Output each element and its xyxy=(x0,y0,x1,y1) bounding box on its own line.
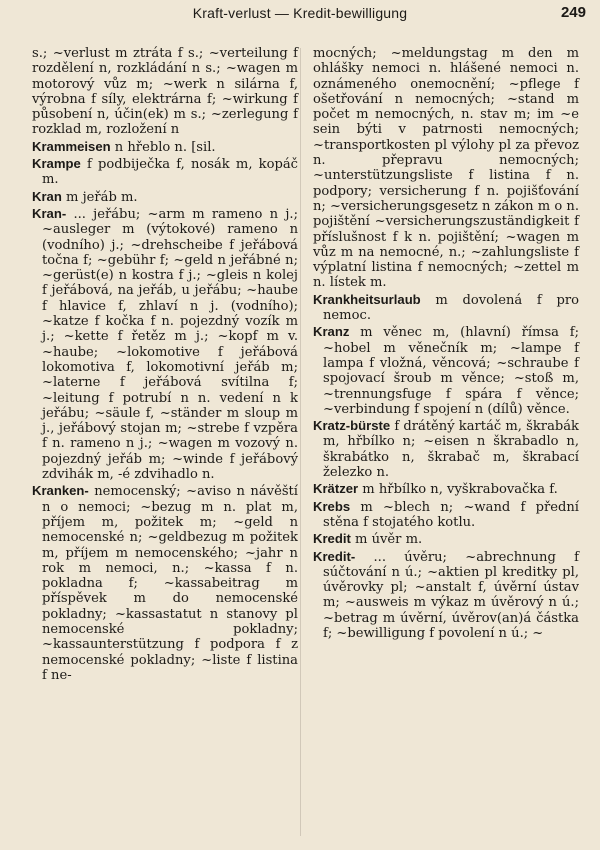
dictionary-entry xyxy=(313,292,579,324)
dictionary-entry xyxy=(32,46,298,138)
entry-headword: Krebs xyxy=(313,498,351,514)
column-divider xyxy=(300,48,301,836)
entry-definition: n hřeblo n. [sil. xyxy=(114,139,216,155)
page-header xyxy=(0,0,600,30)
entry-headword: Kran- xyxy=(32,205,67,221)
dictionary-entry xyxy=(313,531,579,547)
entry-definition: m úvěr m. xyxy=(355,532,423,548)
entry-definition: m dovolená f pro nemoc. xyxy=(323,292,579,324)
dictionary-entry xyxy=(32,189,298,205)
entry-definition: m ~blech n; ~wand f přední stěna f stojatého kotlu. xyxy=(323,499,579,530)
entry-definition: nemocenský; ~aviso n návěští n o nemoci; ~bezug m n. plat m, příjem m, požitek m; ~geld n nemocenské n; ~geldbezug m požitek m, příjem m nemocenského; ~jahr n rok m nemoci, n.; ~kassa f n. pokladna f; ~kassabeitrag m příspěvek m do nemocenské pokladny; ~kassastatut n stanovy pl nemocenské pokladny; ~kassaunterstützung f podpora f z nemocenské pokladny; ~liste f listina f ne- xyxy=(42,484,298,683)
entry-definition: ... jeřábu; ~arm m rameno n j.; ~ausleger m (výtokové) rameno n (vodního) j.; ~drehscheibe f jeřábová točna f; ~gebühr f; ~geld n jeřábné n; ~gerüst(e) n kostra f j.; ~gleis n kolej f jeřábová, na jeřáb, u jeřábu; ~haube f hlavice f, zhlaví n j. (vodního); ~katze f kočka f n. pojezdný vozík m j.; ~kette f řetěz m j.; ~kopf m v. ~haube; ~lokomotive f jeřábová lokomotiva f, lokomotivní jeřáb m; ~laterne f jeřábová svítilna f; ~leitung f potrubí n n. vedení n k jeřábu; ~säule f, ~ständer m sloup m j., jeřábový stojan m; ~strebe f vzpěra f n. rameno n j.; ~wagen m vozový n. pojezdný jeřáb m; ~winde f jeřábový zdvihák m, -é zdvihadlo n. xyxy=(42,206,298,483)
entry-definition: m jeřáb m. xyxy=(66,189,138,205)
entry-definition: ... úvěru; ~abrechnung f súčtování n ú.; ~aktien pl kreditky pl, úvěrovky pl; ~anstalt f, úvěrní ústav m; ~ausweis m výkaz m úvěrový n ú.; ~betrag m úvěrní, úvěrov(an)á částka f; ~bewilligung f povolení n ú.; ~ xyxy=(323,549,579,641)
entry-headword: Krammeisen xyxy=(32,138,111,154)
right-column xyxy=(313,46,579,642)
entry-headword: Kratz-bürste xyxy=(313,418,391,434)
dictionary-entry xyxy=(32,139,298,155)
entry-headword: Kredit xyxy=(313,531,351,547)
left-column xyxy=(32,46,298,684)
dictionary-entry xyxy=(313,499,579,531)
dictionary-entry xyxy=(313,481,579,497)
entry-headword: Krampe xyxy=(32,156,81,172)
entry-definition: m věnec m, (hlavní) římsa f; ~hobel m věnečník m; ~lampe f lampa f vložná, věncová; ~schraube f spojovací šroub m věnce; ~stoß m, ~trennungsfuge f spára f věnce; ~verbindung f spojení n (dílů) věnce. xyxy=(323,325,579,417)
entry-definition: s.; ~verlust m ztráta f s.; ~verteilung f rozdělení n, rozkládání n s.; ~wagen m motorový vůz m; ~werk n silárna f, výrobna f síly, elektrárna f; ~wirkung f působení n, účin(ek) m s.; ~zerlegung f rozklad m, rozložení n xyxy=(32,46,298,138)
entry-headword: Kranz xyxy=(313,324,350,340)
dictionary-entry xyxy=(313,418,579,480)
entry-headword: Kranken- xyxy=(32,483,89,499)
dictionary-entry xyxy=(32,206,298,482)
entry-headword: Krätzer xyxy=(313,481,359,497)
running-head: Kraft-verlust — Kredit-bewilligung xyxy=(192,5,408,21)
dictionary-entry xyxy=(313,324,579,417)
entry-definition: mocných; ~meldungstag m den m ohlášky nemoci n. hlášené nemoci n. oznámeného onemocnění; ~pflege f ošetřování n nemocných; ~stand m počet m nemocných, n. stav m; im ~e sein býti v patrnosti nemocných; ~transportkosten pl výlohy pl za převoz n. přepravu nemocných; ~unterstützungsliste f listina f n. podpory; versicherung f n. pojišťování n; ~versicherungsgesetz n zákon m o n. pojištění ~versicherungszuständigkeit f příslušnost f k n. pojištění; ~wagen m vůz m na nemocné, n.; ~zahlungsliste f výplatní listina f nemocných; ~zettel m n. lístek m. xyxy=(313,46,579,291)
entry-definition: f drátěný kartáč m, škrabák m, hřbílko n; ~eisen n škrabadlo n, škrabátko n, škrabač m, škrabací železko n. xyxy=(323,419,579,481)
entry-definition: m hřbílko n, vyškrabovačka f. xyxy=(362,482,558,498)
entry-headword: Kran xyxy=(32,188,62,204)
dictionary-entry xyxy=(32,156,298,188)
entry-definition: f podbiječka f, nosák m, kopáč m. xyxy=(42,157,298,188)
dictionary-entry xyxy=(32,483,298,683)
page-number: 249 xyxy=(560,4,586,21)
dictionary-entry xyxy=(313,46,579,291)
dictionary-entry xyxy=(313,549,579,642)
entry-headword: Kredit- xyxy=(313,548,356,564)
entry-headword: Krankheitsurlaub xyxy=(313,291,421,307)
